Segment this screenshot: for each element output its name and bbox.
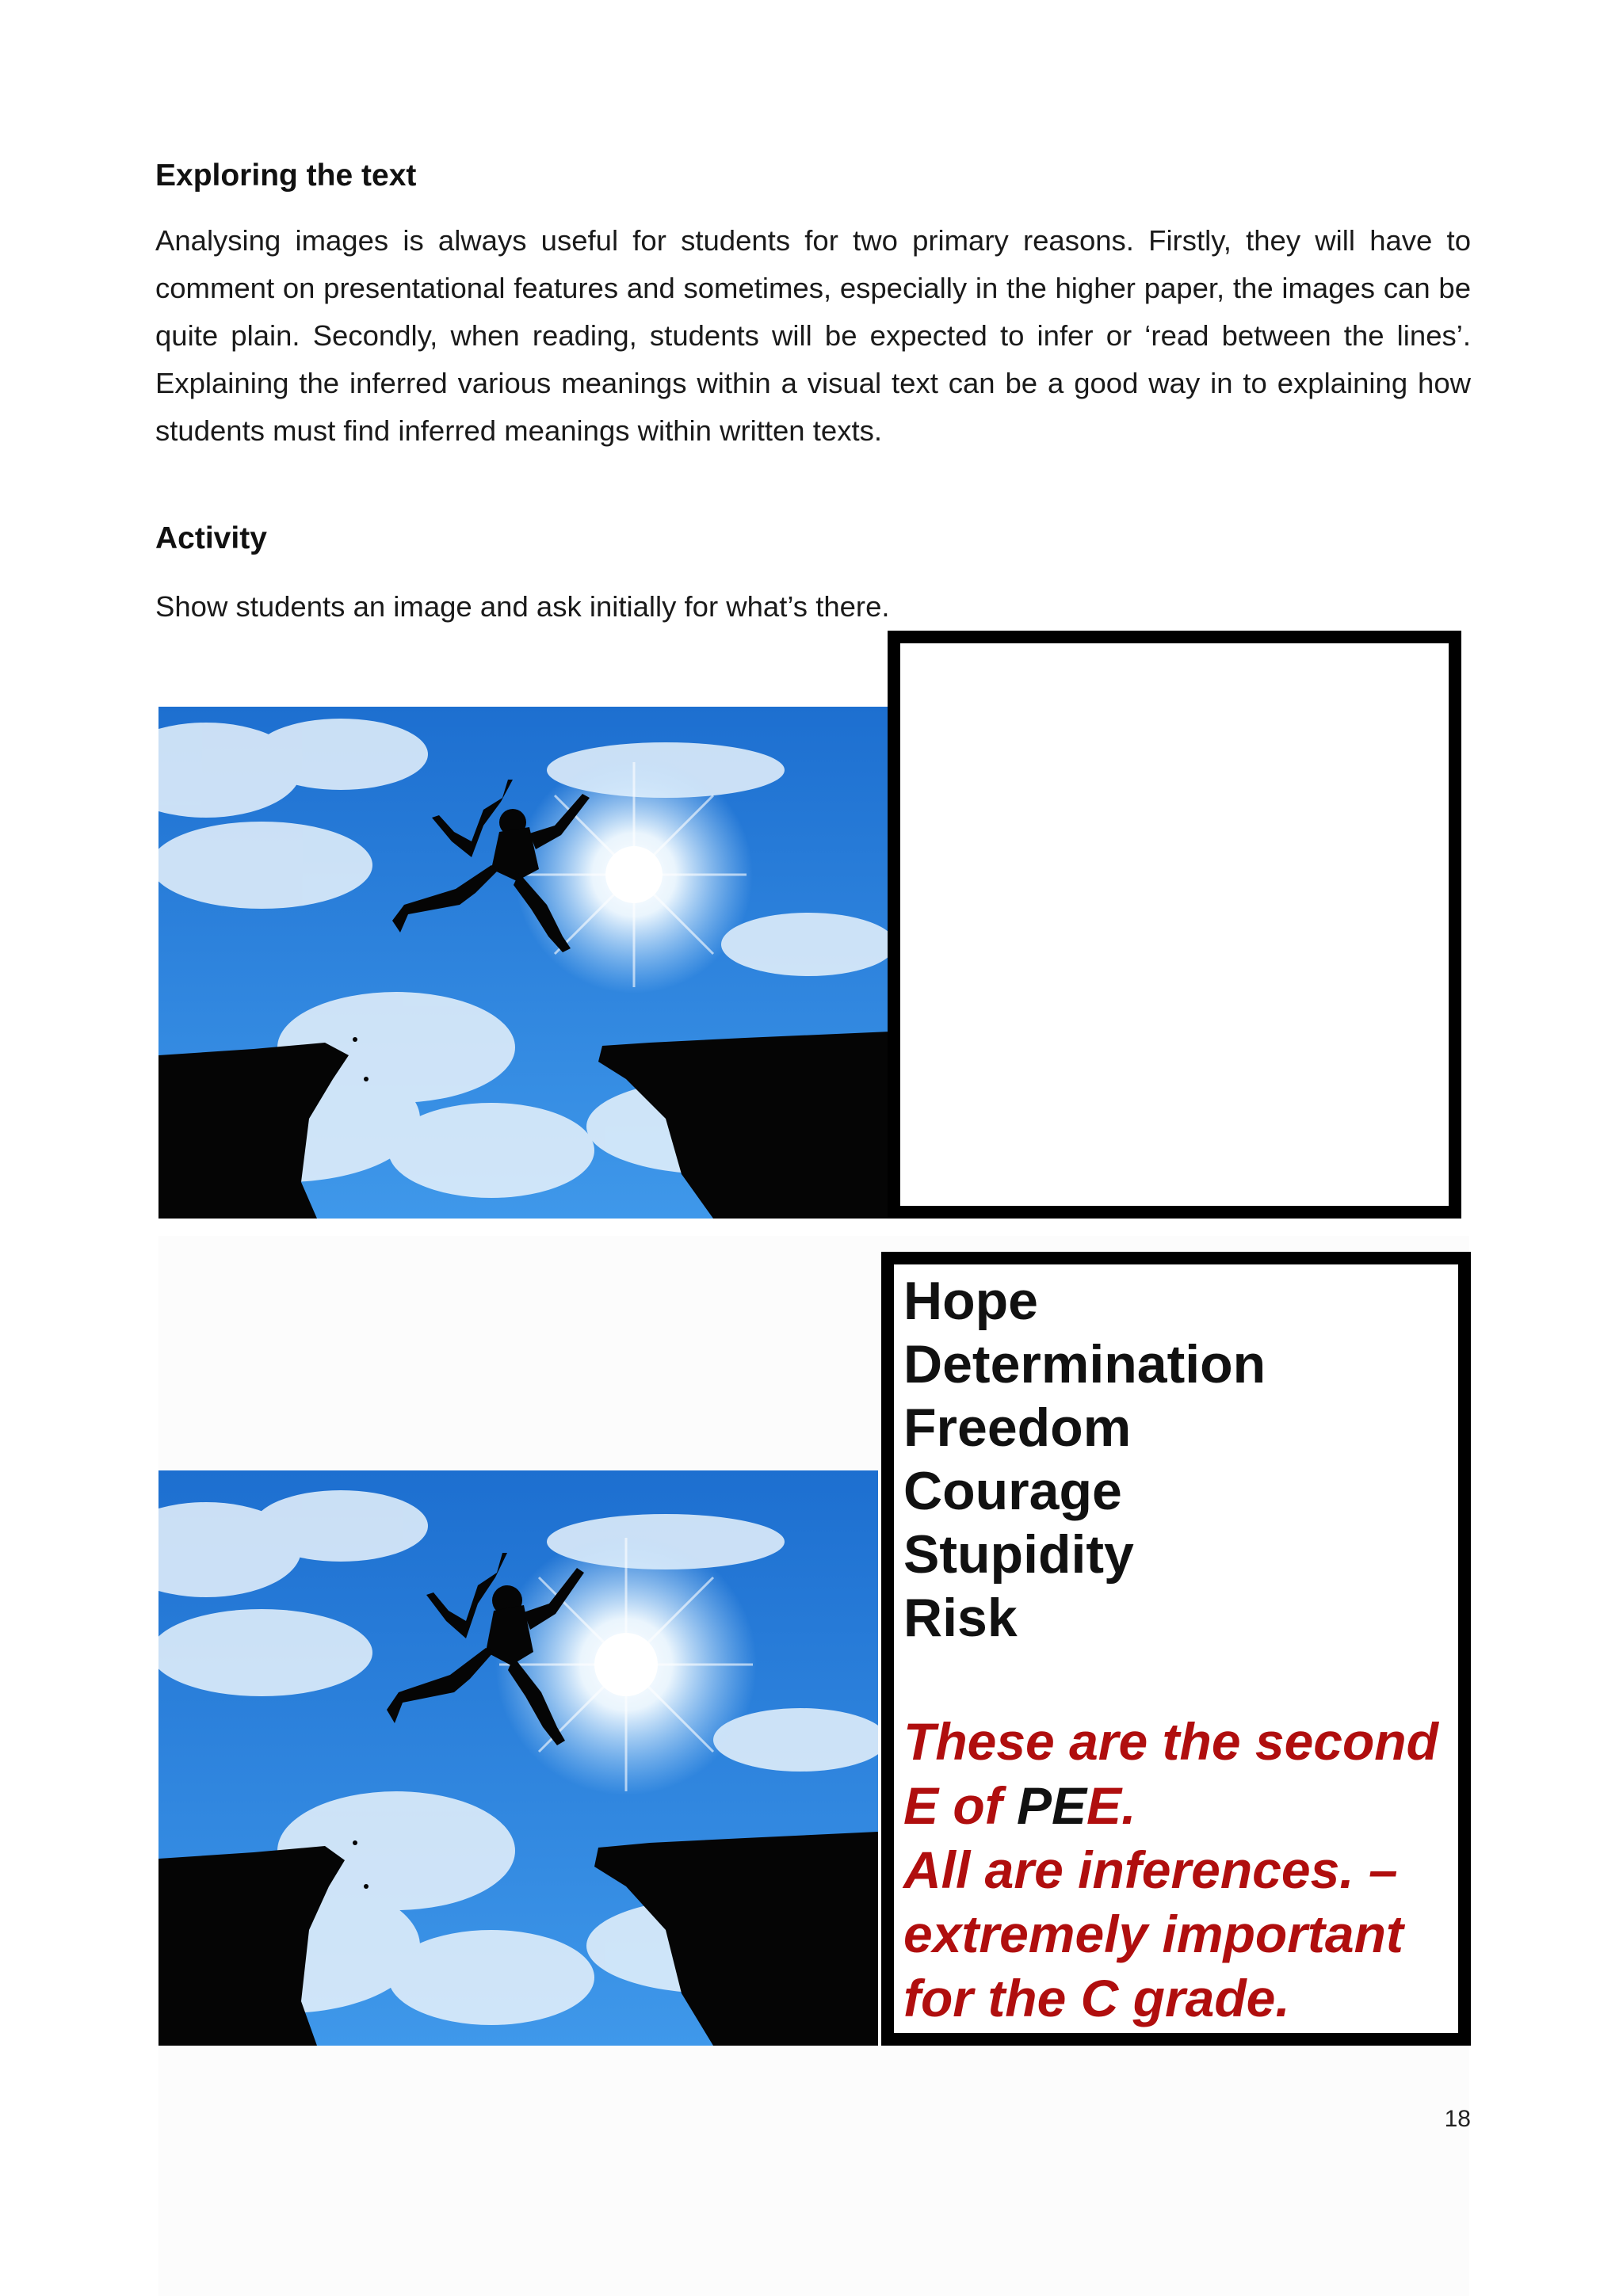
inference-word: Hope xyxy=(903,1271,1038,1331)
page-number: 18 xyxy=(1444,2106,1471,2132)
inference-note xyxy=(903,1710,1458,2031)
inference-word: Courage xyxy=(903,1461,1122,1521)
activity-text: Show students an image and ask initially for what’s there. xyxy=(155,590,890,623)
pee-second-e: E. xyxy=(1086,1776,1136,1835)
intro-paragraph: Analysing images is always useful for students for two primary reasons. Firstly, they will have to comment on presentational features and sometimes, especially in the higher paper, the images can be quite plain. Secondly, when reading, students will be expected to infer or ‘read between the lines’. Explaining the inferred various meanings within a visual text can be a good way in to explaining how students must find inferred meanings within written texts. xyxy=(155,224,1471,447)
inference-word-list xyxy=(903,1269,1458,1650)
inference-word: Freedom xyxy=(903,1398,1132,1458)
pee-acronym: PE xyxy=(1017,1776,1087,1835)
note-part-2: All are inferences. – extremely important for the C grade. xyxy=(903,1840,1403,2027)
note-part-1: These are the second E of xyxy=(903,1712,1438,1835)
cliff-jumper-photo xyxy=(158,707,891,1219)
activity-heading: Activity xyxy=(155,521,267,555)
inference-word: Stupidity xyxy=(903,1524,1134,1585)
section-heading: Exploring the text xyxy=(155,158,417,193)
inference-word: Determination xyxy=(903,1334,1266,1394)
cliff-jumper-photo-repeat xyxy=(158,1470,878,2046)
empty-answer-box xyxy=(888,631,1461,1219)
inference-word: Risk xyxy=(903,1588,1018,1648)
